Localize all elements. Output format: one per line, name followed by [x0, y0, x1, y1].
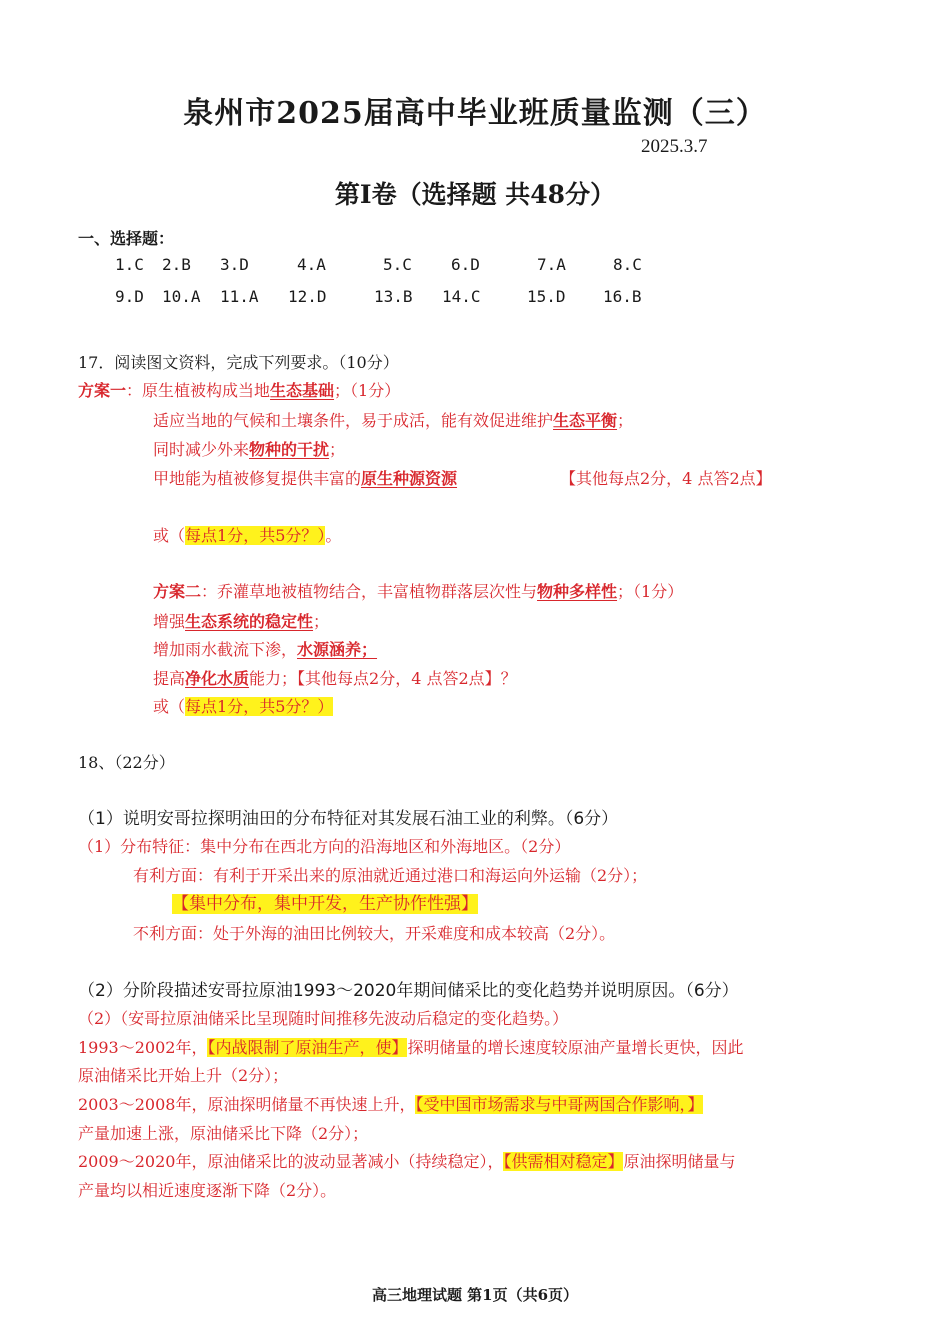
answer-item: 15.D: [527, 287, 566, 306]
q18-sub2-line5: 产量加速上涨，原油储采比下降（2分）；: [78, 1124, 369, 1143]
plan1-text: ；: [617, 411, 634, 430]
keyword: 水源涵养；: [297, 640, 378, 659]
plan2-text: 能力；【其他每点2分，4 点答2点】？: [249, 669, 517, 688]
highlight: 每点1分，共5分？）: [185, 697, 334, 716]
answer-item: 2.B: [162, 255, 191, 274]
plan2-text: ：乔灌草地被植物结合，丰富植物群落层次性与: [201, 582, 538, 601]
answer-item: 12.D: [288, 287, 327, 306]
keyword: 生态系统的稳定性: [185, 612, 314, 631]
q18-sub2-line6: [78, 1149, 735, 1172]
plan1-text: 适应当地的气候和土壤条件，易于成活，能有效促进维护: [153, 411, 554, 430]
answer-item: 1.C: [115, 255, 144, 274]
plan2-text: 或（: [153, 697, 186, 716]
answer-item: 13.B: [374, 287, 413, 306]
plan2-text: ；: [313, 612, 330, 631]
q18-sub1-line1: （1）分布特征：集中分布在西北方向的沿海地区和外海地区。（2分）: [78, 837, 571, 856]
answer-item: 14.C: [442, 287, 481, 306]
q18-stem: 18、（22分）: [78, 753, 175, 772]
answer-item: 7.A: [537, 255, 566, 274]
q18-text: 探明储量的增长速度较原油产量增长更快，因此: [407, 1038, 744, 1057]
answer-item: 5.C: [383, 255, 412, 274]
plan1-line4: [153, 466, 457, 489]
plan1-line1: [78, 378, 400, 401]
page-footer: 高三地理试题 第1页（共6页）: [371, 1286, 579, 1304]
plan2-text: 提高: [153, 669, 186, 688]
answer-item: 4.A: [297, 255, 326, 274]
keyword: 物种的干扰: [249, 440, 330, 459]
part-title: 第Ⅰ卷（选择题 共48分）: [334, 180, 616, 209]
q18-sub2-line4: [78, 1092, 703, 1115]
q18-sub2-question: （2）分阶段描述安哥拉原油1993～2020年期间储采比的变化趋势并说明原因。（6分）: [78, 981, 739, 1001]
answer-item: 3.D: [220, 255, 249, 274]
plan1-text: ；（1分）: [334, 381, 401, 400]
keyword: 生态基础: [270, 381, 335, 400]
q18-sub2-line7: 产量均以相近速度逐渐下降（2分）。: [78, 1181, 337, 1200]
keyword: 生态平衡: [553, 411, 618, 430]
plan1-text: 同时减少外来: [153, 440, 250, 459]
q18-sub2-line1: （2）（安哥拉原油储采比呈现随时间推移先波动后稳定的变化趋势。）: [78, 1009, 569, 1028]
q18-text: 1993～2002年，: [78, 1038, 208, 1057]
plan1-text: 或（: [153, 526, 186, 545]
exam-date: 2025.3.7: [641, 136, 708, 157]
section-heading: 一、选择题：: [78, 229, 175, 248]
answer-item: 9.D: [115, 287, 144, 306]
q17-stem: 17．阅读图文资料，完成下列要求。（10分）: [78, 353, 399, 372]
plan2-line4: [153, 666, 517, 689]
plan1-line2: [153, 408, 633, 431]
highlight: 【内战限制了原油生产，使】: [207, 1038, 408, 1057]
plan2-text: 增强: [153, 612, 186, 631]
q18-sub1-line3: 不利方面：处于外海的油田比例较大，开采难度和成本较高（2分）。: [133, 924, 616, 943]
answer-item: 10.A: [162, 287, 201, 306]
plan2-text: ；（1分）: [617, 582, 684, 601]
plan2-label: 方案二: [153, 582, 202, 601]
q18-text: 原油探明储量与: [623, 1152, 736, 1171]
keyword: 物种多样性: [537, 582, 618, 601]
answer-item: 8.C: [613, 255, 642, 274]
plan2-line1: [153, 579, 683, 602]
highlight: 【集中分布，集中开发，生产协作性强】: [172, 894, 478, 914]
plan1-label: 方案一: [78, 381, 127, 400]
plan1-note: 【其他每点2分，4 点答2点】: [560, 469, 772, 488]
plan1-text: 甲地能为植被修复提供丰富的: [153, 469, 362, 488]
answer-item: 16.B: [603, 287, 642, 306]
q18-text: 2009～2020年，原油储采比的波动显著减小（持续稳定），: [78, 1152, 504, 1171]
highlight: 每点1分，共5分？）: [185, 526, 326, 545]
q18-sub2-line2: [78, 1035, 743, 1058]
plan2-line2: [153, 609, 329, 632]
plan2-text: 增加雨水截流下渗，: [153, 640, 298, 659]
q18-sub1-highlight-line: [172, 889, 478, 914]
plan1-text: 。: [325, 526, 342, 545]
plan2-or-line: [153, 694, 333, 717]
answer-item: 11.A: [220, 287, 259, 306]
keyword: 净化水质: [185, 669, 250, 688]
answer-item: 6.D: [451, 255, 480, 274]
page-title: 泉州市2025届高中毕业班质量监测（三）: [183, 96, 767, 131]
q18-sub2-line3: 原油储采比开始上升（2分）；: [78, 1066, 289, 1085]
plan1-or-line: [153, 523, 341, 546]
plan1-text: ；: [329, 440, 346, 459]
q18-sub1-question: （1）说明安哥拉探明油田的分布特征对其发展石油工业的利弊。（6分）: [78, 809, 619, 829]
plan1-text: ：原生植被构成当地: [126, 381, 271, 400]
q18-sub1-line2: 有利方面：有利于开采出来的原油就近通过港口和海运向外运输（2分）；: [133, 866, 648, 885]
highlight: 【供需相对稳定】: [503, 1152, 624, 1171]
q18-text: 2003～2008年，原油探明储量不再快速上升，: [78, 1095, 416, 1114]
keyword: 原生种源资源: [361, 469, 458, 488]
plan1-line3: [153, 437, 345, 460]
highlight: 【受中国市场需求与中哥两国合作影响，】: [415, 1095, 704, 1114]
plan2-line3: [153, 637, 377, 660]
